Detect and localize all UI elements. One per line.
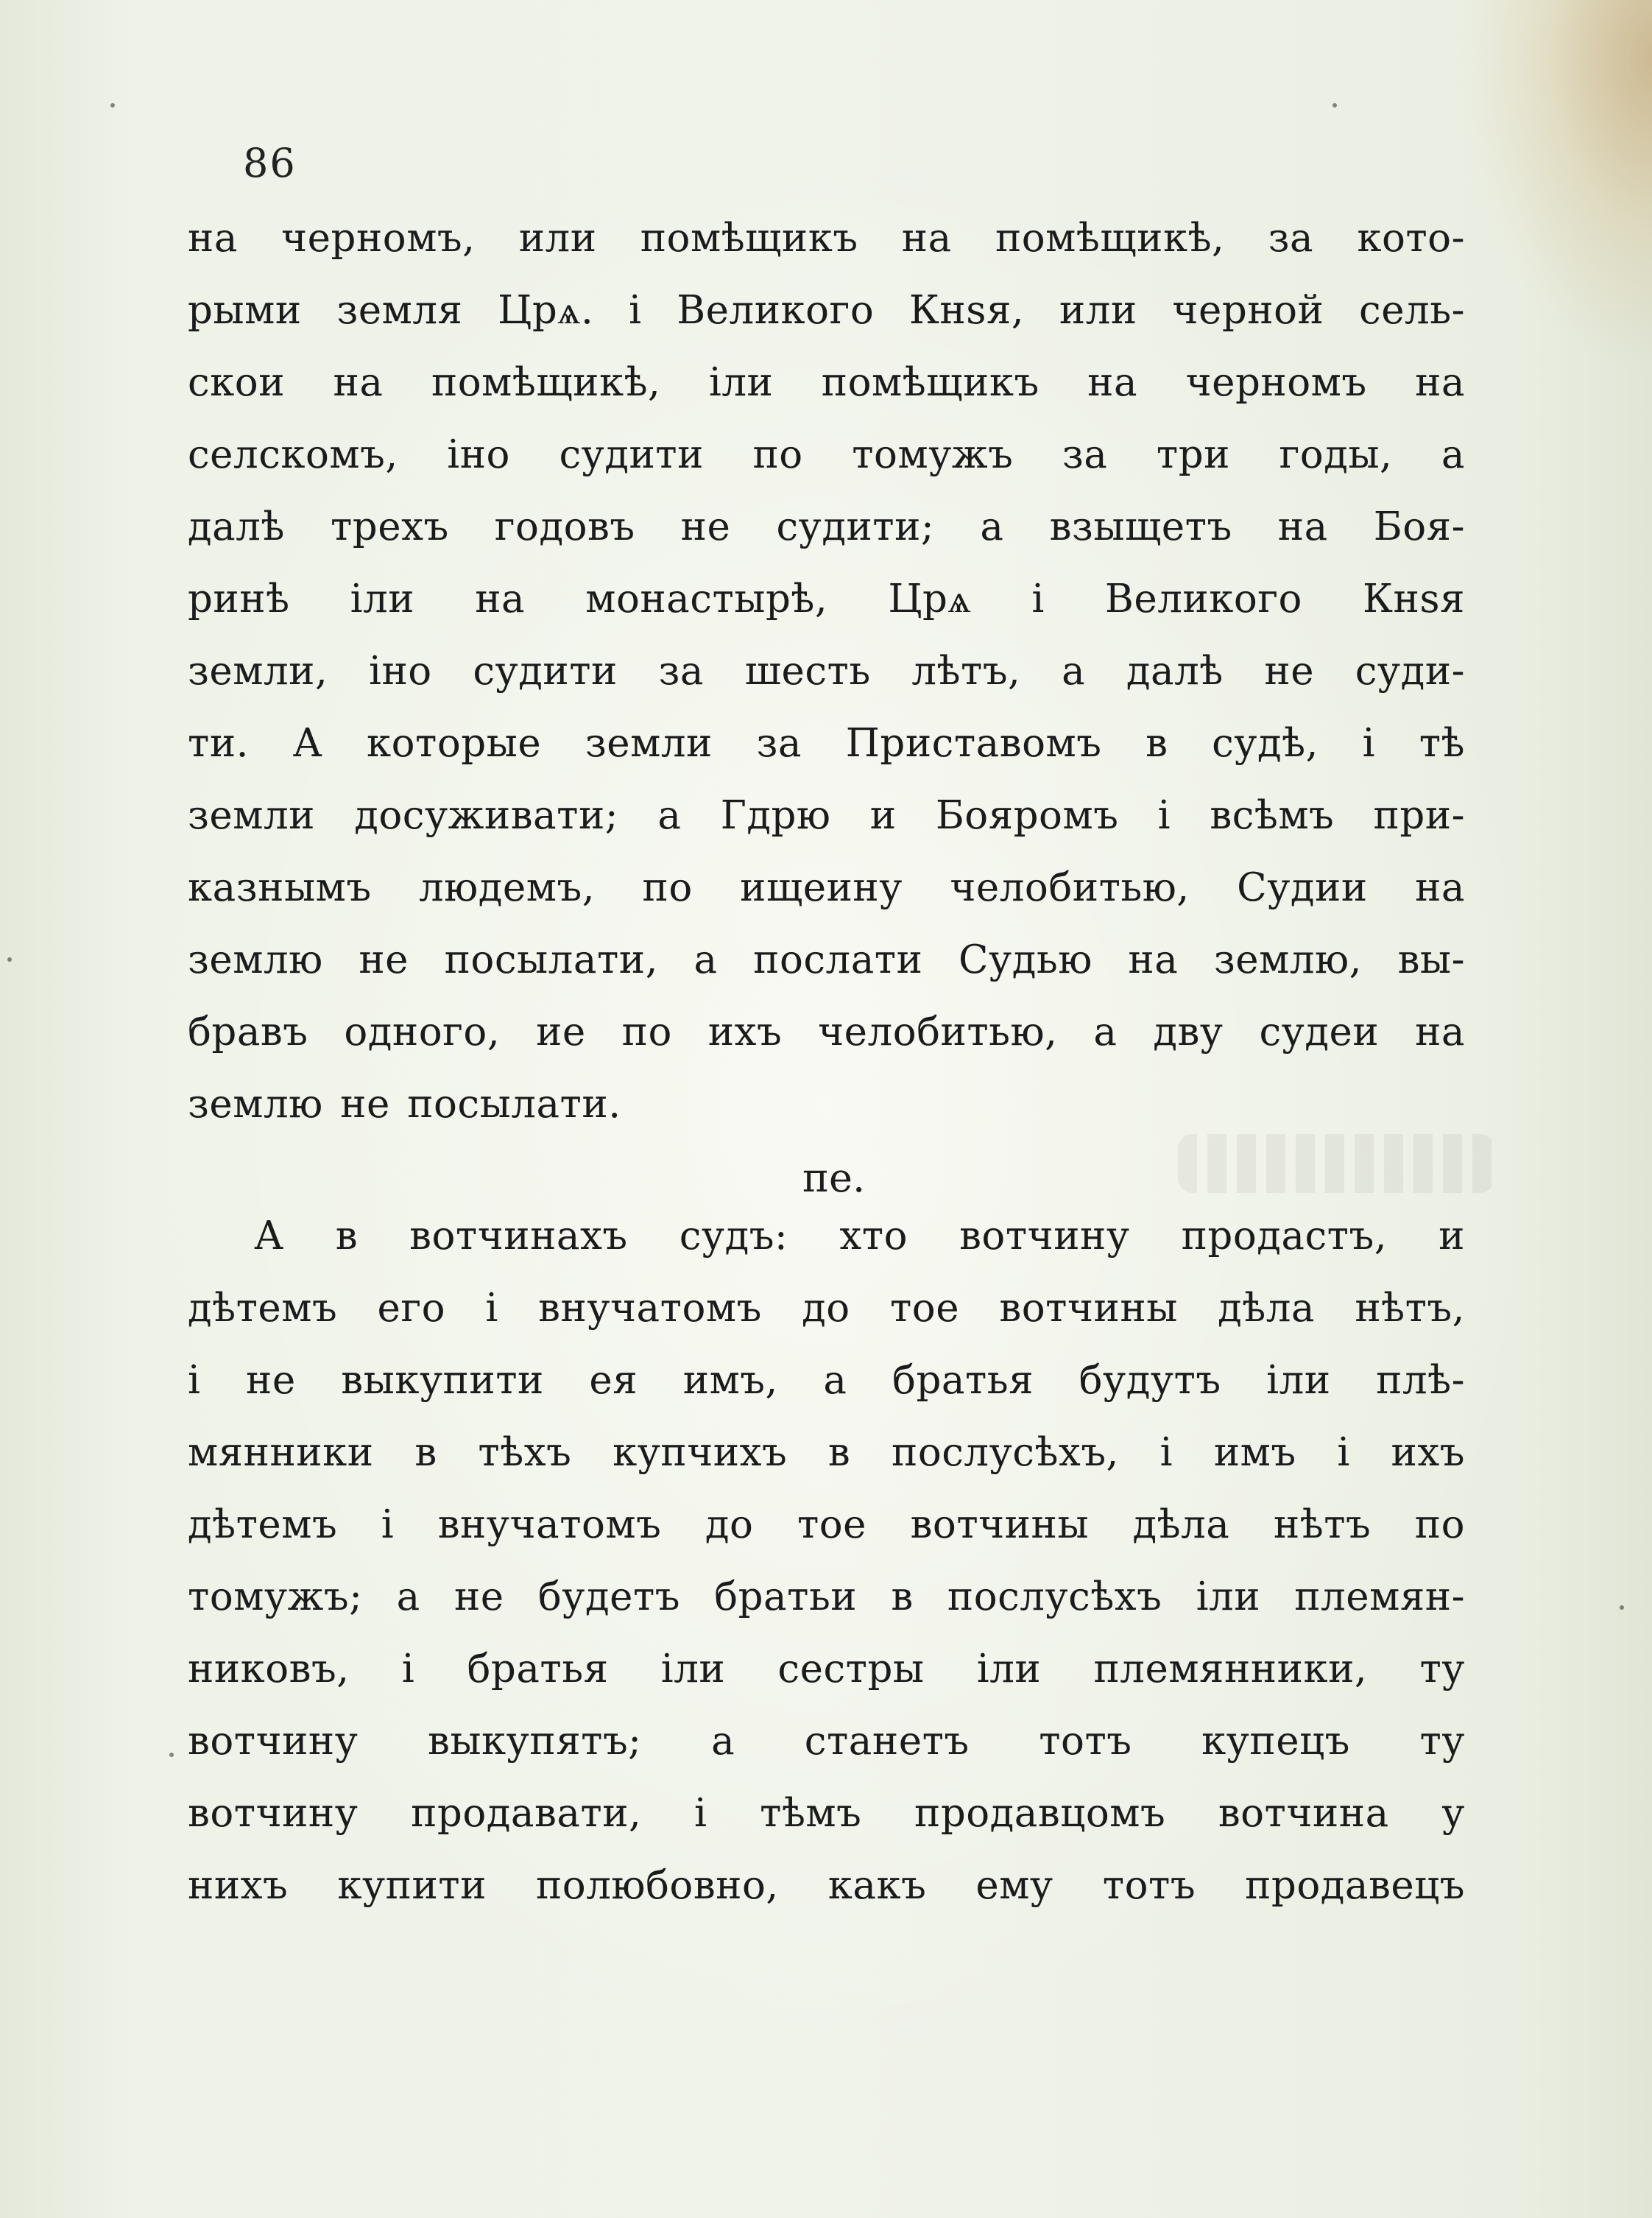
- paper-speck: [110, 103, 115, 108]
- text-line: А в вотчинахъ судъ: хто вотчину продастъ, и: [254, 1214, 1465, 1258]
- paper-speck: [1620, 1605, 1624, 1610]
- text-line: ти. А которые земли за Приставомъ в судѣ, і тѣ: [188, 721, 1465, 766]
- paper-speck: [169, 1753, 174, 1757]
- paper-speck: [7, 957, 12, 962]
- text-line: на черномъ, или помѣщикъ на помѣщикѣ, за кото-: [188, 216, 1465, 261]
- text-line: мянники в тѣхъ купчихъ в послусѣхъ, і имъ і ихъ: [188, 1430, 1465, 1475]
- text-line: томужъ; а не будетъ братьи в послусѣхъ іли племян-: [188, 1574, 1465, 1619]
- text-line: вотчину выкупятъ; а станетъ тотъ купецъ ту: [188, 1719, 1465, 1764]
- text-line: ринѣ іли на монастырѣ, Црѧ і Великого Кнѕя: [188, 577, 1465, 622]
- text-line: никовъ, і братья іли сестры іли племянники, ту: [188, 1647, 1465, 1691]
- text-line: бравъ одного, ие по ихъ челобитью, а дву судеи на: [188, 1010, 1465, 1055]
- show-through-ink: [1178, 1134, 1494, 1193]
- text-line: рыми земля Црѧ. і Великого Кнѕя, или черной сель-: [188, 288, 1465, 333]
- text-line: і не выкупити ея имъ, а братья будутъ іли плѣ-: [188, 1358, 1465, 1403]
- text-line: нихъ купити полюбовно, какъ ему тотъ продавецъ: [188, 1863, 1465, 1908]
- text-line: землю не посылати, а послати Судью на землю, вы-: [188, 937, 1465, 982]
- paper-speck: [1332, 103, 1337, 108]
- text-line: земли, іно судити за шесть лѣтъ, а далѣ не суди-: [188, 649, 1465, 694]
- text-line: землю не посылати.: [188, 1082, 621, 1127]
- section-heading: пе.: [802, 1155, 866, 1201]
- text-line: земли досуживати; а Гдрю и Бояромъ і всѣмъ при-: [188, 793, 1465, 838]
- page-number: 86: [243, 140, 297, 186]
- text-line: дѣтемъ і внучатомъ до тое вотчины дѣла нѣтъ по: [188, 1502, 1465, 1547]
- text-line: далѣ трехъ годовъ не судити; а взыщетъ на Боя-: [188, 504, 1465, 549]
- text-line: дѣтемъ его і внучатомъ до тое вотчины дѣла нѣтъ,: [188, 1286, 1465, 1331]
- text-line: скои на помѣщикѣ, іли помѣщикъ на черномъ на: [188, 360, 1465, 405]
- text-line: казнымъ людемъ, по ищеину челобитью, Судии на: [188, 865, 1465, 910]
- text-line: селскомъ, іно судити по томужъ за три годы, а: [188, 432, 1465, 477]
- text-line: вотчину продавати, і тѣмъ продавцомъ вотчина у: [188, 1791, 1465, 1836]
